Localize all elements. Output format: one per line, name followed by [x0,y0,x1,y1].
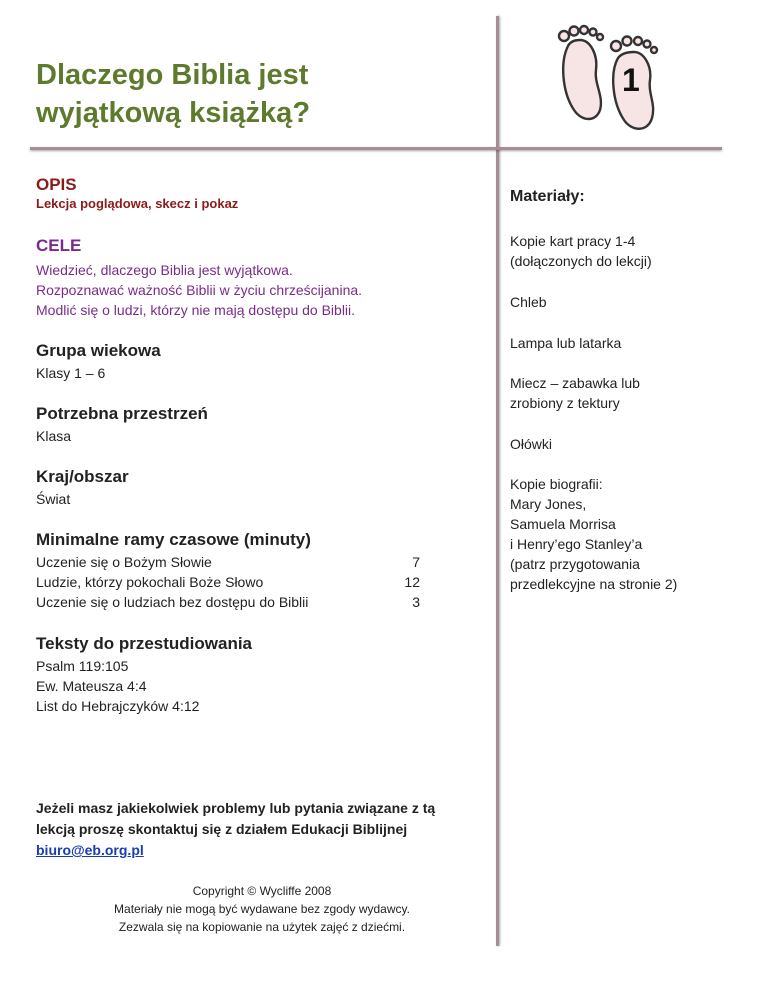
teksty-item: List do Hebrajczyków 4:12 [36,698,200,714]
cele-item: Rozpoznawać ważność Biblii w życiu chrześcijanina. [36,282,363,298]
grupa-heading: Grupa wiekowa [36,341,161,360]
teksty-item: Psalm 119:105 [36,658,129,674]
time-minutes: 7 [412,554,420,570]
time-row [36,552,420,572]
contact-line: Jeżeli masz jakiekolwiek problemy lub pytania związane z tą [36,800,436,816]
teksty-list [36,656,496,716]
kraj-heading: Kraj/obszar [36,467,129,486]
teksty-heading: Teksty do przestudiowania [36,634,253,653]
page-title: Dlaczego Biblia jest wyjątkową książką? [36,59,311,129]
cele-item: Modlić się o ludzi, którzy nie mają dostępu do Biblii. [36,302,356,318]
time-label: Uczenie się o Bożym Słowie [36,554,212,570]
material-item: Chleb [510,294,547,310]
opis-heading: OPIS [36,175,77,194]
ramy-table [36,552,420,612]
cele-list [36,260,496,320]
grupa-text: Klasy 1 – 6 [36,365,106,381]
material-item: Lampa lub latarka [510,335,622,351]
materials-heading: Materiały: [510,188,585,205]
przestrzen-heading: Potrzebna przestrzeń [36,404,208,423]
copyright-line: Materiały nie mogą być wydawane bez zgody wydawcy. [114,902,410,916]
time-minutes: 3 [412,594,420,610]
copyright-line: Zezwala się na kopiowanie na użytek zajęć z dziećmi. [118,920,406,934]
material-item: Kopie biografii: Mary Jones, Samuela Morrisa i Henry’ego Stanley’a (patrz przygotowania przedlekcyjne na stronie 2) [510,476,678,592]
cele-item: Wiedzieć, dlaczego Biblia jest wyjątkowa. [36,262,293,278]
ramy-heading: Minimalne ramy czasowe (minuty) [36,530,311,549]
time-minutes: 12 [404,574,420,590]
contact-block [36,798,506,861]
lesson-number: 1 [622,62,640,98]
material-item: Ołówki [510,436,553,452]
przestrzen-text: Klasa [36,428,72,444]
contact-line: lekcją proszę skontaktuj się z działem Edukacji Biblijnej [36,821,408,837]
time-row [36,572,420,592]
time-row [36,592,420,612]
opis-text: Lekcja poglądowa, skecz i pokaz [36,196,239,211]
cele-heading: CELE [36,236,82,255]
email-link[interactable]: biuro@eb.org.pl [36,842,144,858]
time-label: Uczenie się o ludziach bez dostępu do Biblii [36,594,309,610]
time-label: Ludzie, którzy pokochali Boże Słowo [36,574,264,590]
material-item: Kopie kart pracy 1-4 (dołączonych do lekcji) [510,233,652,269]
copyright-line: Copyright © Wycliffe 2008 [192,884,332,898]
material-item: Miecz – zabawka lub zrobiony z tektury [510,375,640,411]
kraj-text: Świat [36,491,71,507]
copyright-block [60,882,464,936]
horizontal-divider [30,147,722,150]
footprints-icon [554,24,674,136]
teksty-item: Ew. Mateusza 4:4 [36,678,147,694]
